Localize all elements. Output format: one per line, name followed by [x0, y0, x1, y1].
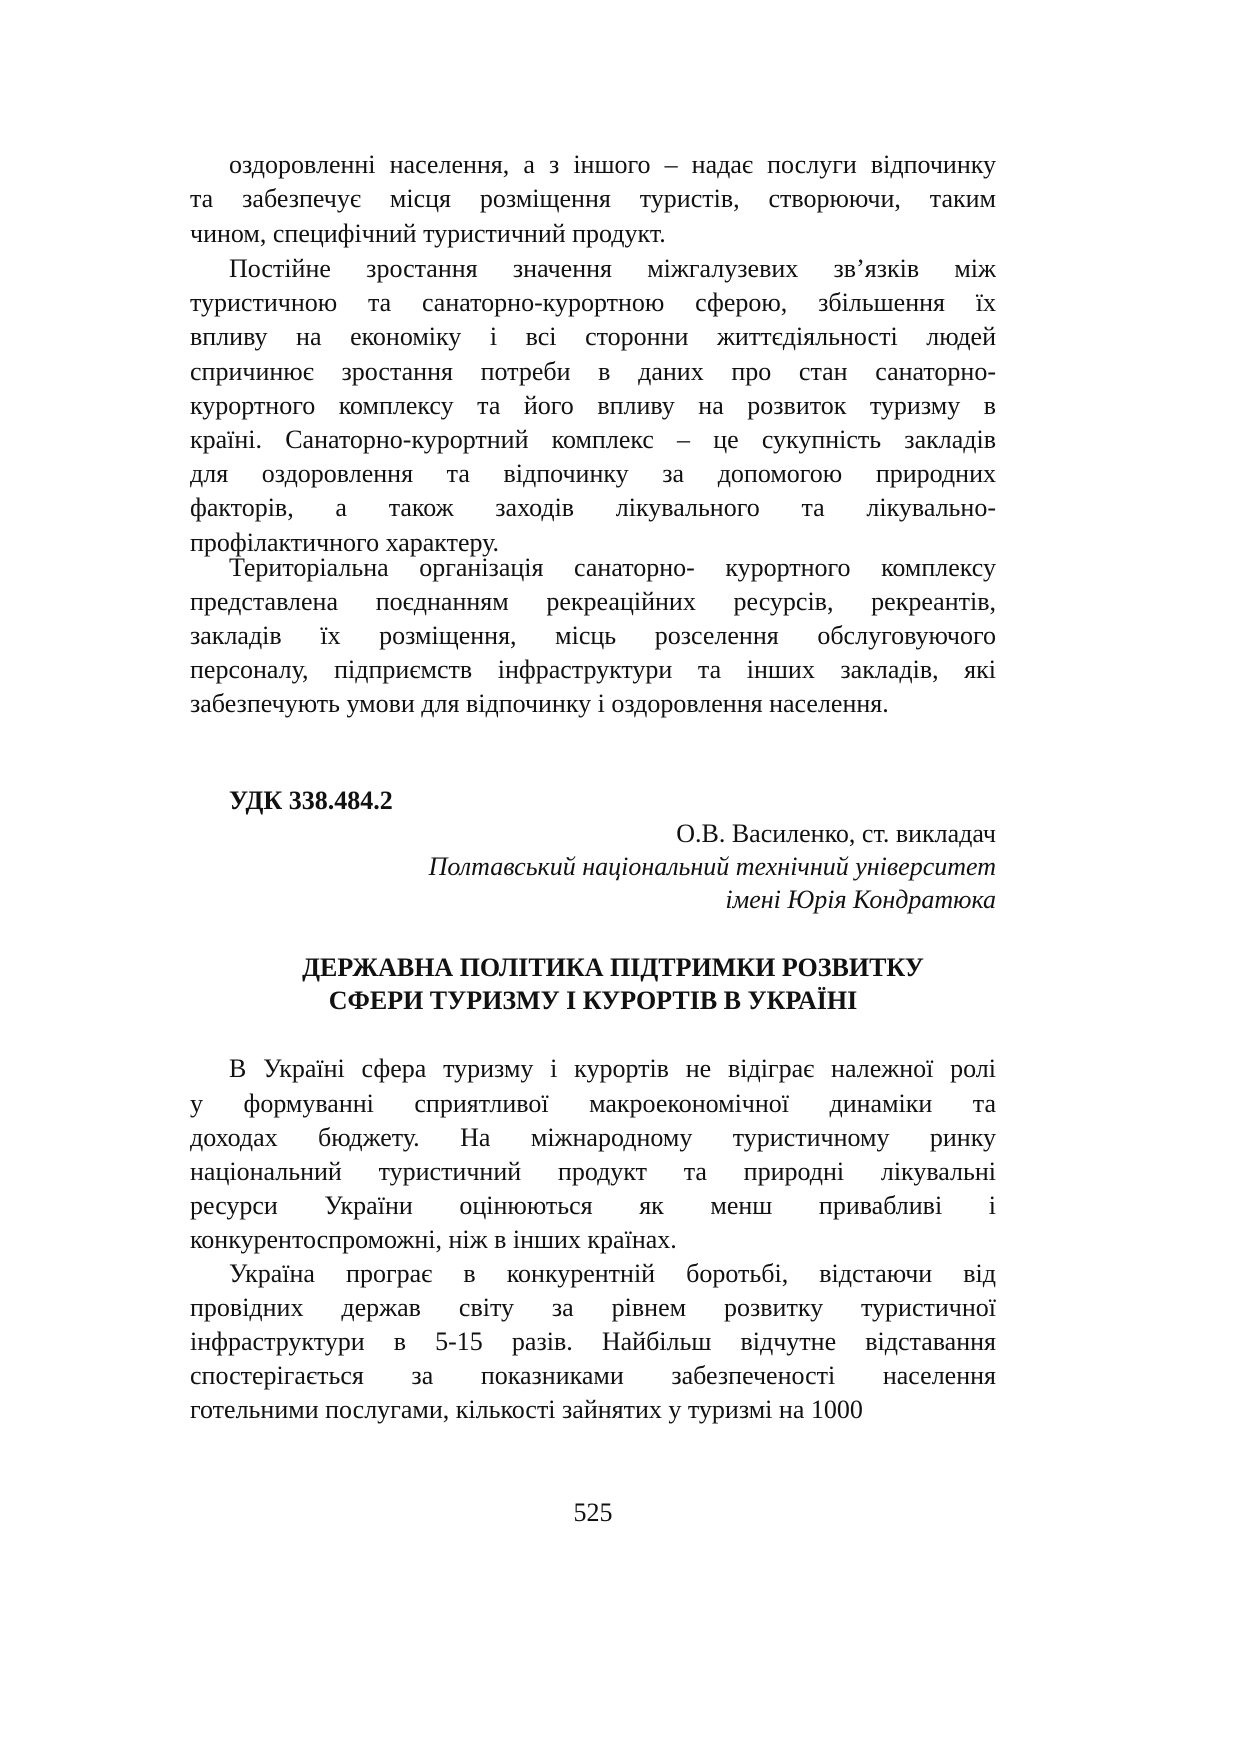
paragraph-line: оздоровленні населення, а з іншого – надає послуги відпочинку: [229, 150, 996, 179]
paragraph-line: готельними послугами, кількості зайнятих у туризмі на 1000: [190, 1395, 863, 1424]
paragraph-line: персоналу, підприємств інфраструктури та інших закладів, які: [190, 655, 996, 684]
paragraph-line: провідних держав світу за рівнем розвитку туристичної: [190, 1293, 996, 1322]
paragraph-line: Україна програє в конкурентній боротьбі, відстаючи від: [229, 1259, 996, 1288]
affiliation-line-1: Полтавський національний технічний університет: [428, 852, 996, 881]
paragraph-line: профілактичного характеру.: [190, 528, 500, 557]
paragraph-line: конкурентоспроможні, ніж в інших країнах.: [190, 1225, 677, 1254]
paragraph-line: доходах бюджету. На міжнародному туристичному ринку: [190, 1123, 996, 1152]
paragraph-line: чином, специфічний туристичний продукт.: [190, 219, 666, 248]
paragraph-line: закладів їх розміщення, місць розселення обслуговуючого: [190, 621, 996, 650]
paragraph-line: Постійне зростання значення міжгалузевих зв’язків між: [229, 254, 996, 283]
paragraph-line: курортного комплексу та його впливу на розвиток туризму в: [190, 391, 996, 420]
paragraph-line: туристичною та санаторно-курортною сферою, збільшення їх: [190, 288, 996, 317]
paragraph-line: Територіальна організація санаторно- курортного комплексу: [229, 553, 996, 582]
paragraph-line: інфраструктури в 5-15 разів. Найбільш відчутне відставання: [190, 1327, 996, 1356]
paragraph-line: у формуванні сприятливої макроекономічної динаміки та: [190, 1089, 996, 1118]
paragraph-line: факторів, а також заходів лікувального та лікувально-: [190, 493, 996, 522]
paragraph-line: країні. Санаторно-курортний комплекс – це сукупність закладів: [190, 425, 996, 454]
paragraph-line: представлена поєднанням рекреаційних ресурсів, рекреантів,: [190, 587, 996, 616]
paragraph-line: для оздоровлення та відпочинку за допомогою природних: [190, 459, 996, 488]
paragraph-line: спричинює зростання потреби в даних про стан санаторно-: [190, 357, 996, 386]
paragraph-line: та забезпечує місця розміщення туристів, створюючи, таким: [190, 184, 996, 213]
paragraph-line: забезпечують умови для відпочинку і оздоровлення населення.: [190, 689, 889, 718]
udk-code: УДК 338.484.2: [229, 786, 393, 815]
paragraph-line: ресурси України оцінюються як менш привабливі і: [190, 1191, 996, 1220]
article-title-line-1: ДЕРЖАВНА ПОЛІТИКА ПІДТРИМКИ РОЗВИТКУ: [302, 953, 924, 982]
affiliation-line-2: імені Юрія Кондратюка: [725, 885, 996, 914]
paragraph-line: національний туристичний продукт та природні лікувальні: [190, 1157, 996, 1186]
paragraph-line: впливу на економіку і всі сторонни життєдіяльності людей: [190, 322, 996, 351]
paragraph-line: спостерігається за показниками забезпеченості населення: [190, 1361, 996, 1390]
page-number: 525: [573, 1498, 613, 1527]
article-title-line-2: СФЕРИ ТУРИЗМУ І КУРОРТІВ В УКРАЇНІ: [328, 986, 858, 1015]
paragraph-line: В Україні сфера туризму і курортів не відіграє належної ролі: [229, 1054, 996, 1083]
author: О.В. Василенко, ст. викладач: [676, 819, 996, 848]
